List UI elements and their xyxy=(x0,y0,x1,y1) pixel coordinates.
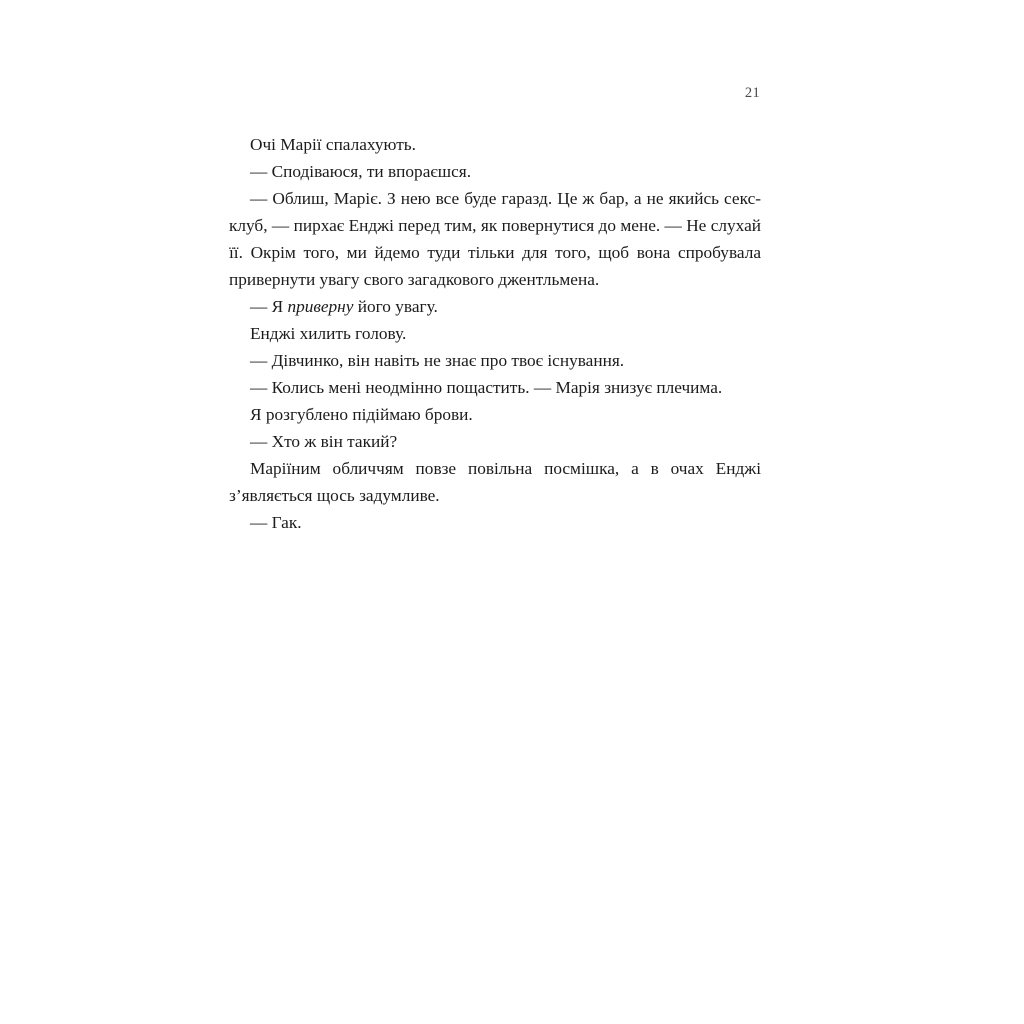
paragraph-narration: Енджі хилить голову. xyxy=(250,324,407,343)
paragraph-dialogue: — Хто ж він такий? xyxy=(250,432,398,451)
paragraph-dialogue: — Облиш, Маріє. З нею все буде гаразд. Це ж бар, а не якийсь секс-клуб, — пирхає Енджі перед тим, як повернутися до мене. — Не слухай її. Окрім того, ми йдемо туди тільки для того, щоб вона спробувала привернути увагу свого загадкового джентльмена. xyxy=(229,189,761,289)
emphasized-word: приверну xyxy=(287,297,354,316)
page-number: 21 xyxy=(744,85,760,101)
page-text-block xyxy=(229,131,761,536)
paragraph-narration: Я розгублено підіймаю брови. xyxy=(250,405,473,424)
paragraph-narration: Маріїним обличчям повзе повільна посмішка, а в очах Енджі з’являється щось задумливе. xyxy=(229,459,761,505)
paragraph-dialogue: — Колись мені неодмінно пощастить. — Марія знизує плечима. xyxy=(250,378,723,397)
paragraph-dialogue: — Гак. xyxy=(250,513,302,532)
paragraph-dialogue-emphasis xyxy=(229,293,761,320)
paragraph-dialogue: — Сподіваюся, ти впораєшся. xyxy=(250,162,472,181)
paragraph-text-before: — Я xyxy=(250,297,288,316)
paragraph-text-after: його увагу. xyxy=(353,297,438,316)
paragraph-narration: Очі Марії спалахують. xyxy=(250,135,416,154)
paragraph-dialogue: — Дівчинко, він навіть не знає про твоє існування. xyxy=(250,351,625,370)
